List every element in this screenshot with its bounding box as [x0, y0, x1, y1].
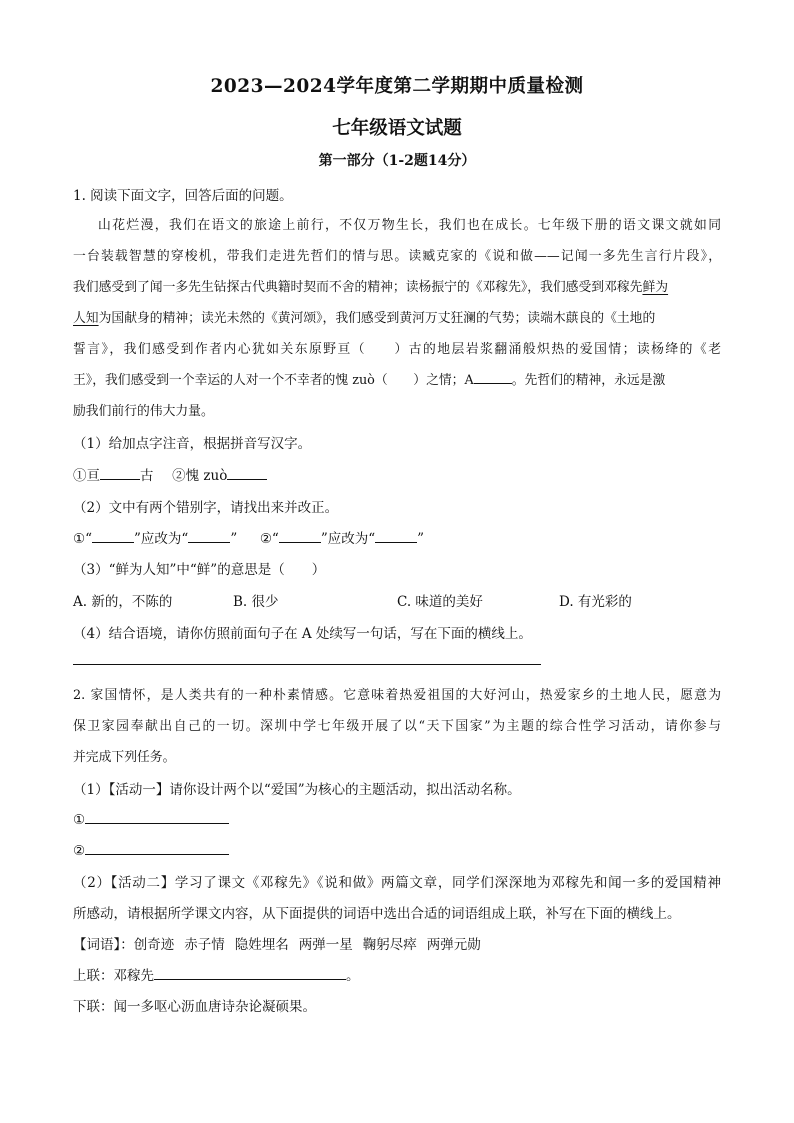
- underlined-word: 鲜为: [642, 280, 669, 295]
- q1-passage-line-6: [73, 369, 665, 388]
- q1-answer-line[interactable]: [73, 664, 541, 665]
- section-heading: 第一部分（1-2题14分）: [318, 153, 476, 169]
- q1-sub1-answers: [73, 464, 267, 484]
- q2-intro-line-1: 2. 家国情怀，是人类共有的一种朴素情感。它意味着热爱祖国的大好河山，热爱家乡的土地人民，愿意为: [73, 688, 721, 703]
- answer-blank[interactable]: [227, 465, 267, 480]
- passage-text: 。先哲们的精神，永远是激: [511, 373, 666, 388]
- q1-sub3: （3）“鲜为人知”中“鲜”的意思是（ ）: [73, 562, 326, 578]
- q2-sub1-answer-1: [73, 809, 229, 828]
- correction-text: ”应改为“: [134, 531, 189, 547]
- q2-sub1: （1）【活动一】请你设计两个以“爱国”为核心的主题活动，拟出活动名称。: [73, 782, 521, 798]
- q1-passage-line-1: 山花烂漫，我们在语文的旅途上前行，不仅万物生长，我们也在成长。七年级下册的语文课文就如同: [98, 218, 721, 233]
- answer-blank[interactable]: [279, 528, 321, 543]
- answer-blank[interactable]: [92, 528, 134, 543]
- answer-blank[interactable]: [188, 528, 230, 543]
- exam-subtitle: 七年级语文试题: [332, 118, 462, 139]
- q1-stem: 1. 阅读下面文字，回答后面的问题。: [73, 188, 293, 204]
- word-bank-item: 两弹一星: [298, 937, 353, 953]
- couplet-label: 上联：邓稼先: [73, 968, 154, 984]
- quote-close: ”: [230, 531, 238, 547]
- word-bank-item: 创奇迹: [133, 937, 175, 953]
- pinyin-prompt: ①亘: [73, 468, 100, 484]
- q2-lower-couplet: 下联：闻一多呕心沥血唐诗杂论凝硕果。: [73, 999, 316, 1015]
- underlined-word: 人知: [73, 311, 99, 326]
- correction-text: ”应改为“: [320, 531, 376, 547]
- word-bank-item: 两弹元勋: [426, 937, 481, 953]
- word-bank-item: 赤子情: [184, 937, 225, 953]
- word-bank-item: 鞠躬尽瘁: [362, 937, 417, 953]
- quote-open: ①“: [73, 531, 93, 547]
- q1-option-b[interactable]: B. 很少: [233, 594, 279, 610]
- answer-blank[interactable]: [85, 809, 229, 824]
- q1-passage-line-5: 誓言》，我们感受到作者内心犹如关东原野亘（ ）古的地层岩浆翻涌般炽热的爱国情；读杨绛的《老: [73, 342, 721, 357]
- q1-passage-line-4: [73, 307, 655, 326]
- couplet-end: 。: [346, 968, 360, 984]
- passage-text: 王》，我们感受到一个幸运的人对一个不幸者的愧 zuò（ ）之情；A: [73, 373, 474, 388]
- answer-blank[interactable]: [375, 528, 417, 543]
- passage-text: 我们感受到了闻一多先生钻探古代典籍时契而不舍的精神；读杨振宁的《邓稼先》，我们感受到邓稼先: [73, 280, 643, 295]
- q1-option-d[interactable]: D. 有光彩的: [559, 594, 632, 610]
- answer-blank[interactable]: [100, 465, 140, 480]
- pinyin-prompt-suffix: 古: [140, 468, 154, 484]
- q1-sub1: （1）给加点字注音，根据拼音写汉字。: [73, 436, 312, 452]
- q2-intro-line-3: 并完成下列任务。: [73, 750, 176, 765]
- answer-index: ①: [73, 812, 86, 828]
- q2-word-bank: [73, 933, 481, 953]
- answer-blank-A[interactable]: [474, 369, 512, 384]
- q1-passage-line-3: [73, 276, 668, 295]
- word-bank-item: 隐姓埋名: [234, 937, 289, 953]
- quote-open: ②“: [259, 531, 279, 547]
- exam-title: 2023—2024学年度第二学期期中质量检测: [210, 76, 584, 97]
- word-bank-label: 【词语】：: [73, 937, 134, 953]
- answer-blank[interactable]: [85, 840, 229, 855]
- q2-sub2-line-1: （2）【活动二】学习了课文《邓稼先》《说和做》两篇文章，同学们深深地为邓稼先和闻一多的爱国精神: [73, 875, 721, 891]
- q2-sub1-answer-2: [73, 840, 229, 859]
- q1-option-c[interactable]: C. 味道的美好: [397, 594, 483, 610]
- answer-index: ②: [73, 843, 86, 859]
- q1-option-a[interactable]: A. 新的，不陈的: [73, 594, 173, 610]
- q2-intro-line-2: 保卫家园奉献出自己的一切。深圳中学七年级开展了以“天下国家”为主题的综合性学习活动，请你参与: [73, 719, 721, 734]
- q1-sub2-answers: [73, 527, 424, 547]
- q2-sub2-line-2: 所感动，请根据所学课文内容，从下面提供的词语中选出合适的词语组成上联，补写在下面的横线上。: [73, 906, 681, 922]
- answer-blank[interactable]: [154, 965, 346, 980]
- passage-text: 为国献身的精神；读光未然的《黄河颂》，我们感受到黄河万丈狂澜的气势；读端木蕻良的《土地的: [98, 311, 656, 326]
- hanzi-prompt: ②愧 zuò: [172, 468, 228, 484]
- q1-sub4: （4）结合语境，请你仿照前面句子在 A 处续写一句话，写在下面的横线上。: [73, 626, 532, 642]
- quote-close: ”: [417, 531, 425, 547]
- q1-passage-line-7: 励我们前行的伟大力量。: [73, 404, 214, 419]
- q1-sub2: （2）文中有两个错别字，请找出来并改正。: [73, 500, 339, 516]
- q1-passage-line-2: 一台装载智慧的穿梭机，带我们走进先哲们的情与思。读臧克家的《说和做——记闻一多先生言行片段》，: [73, 249, 721, 264]
- q2-upper-couplet: [73, 964, 360, 984]
